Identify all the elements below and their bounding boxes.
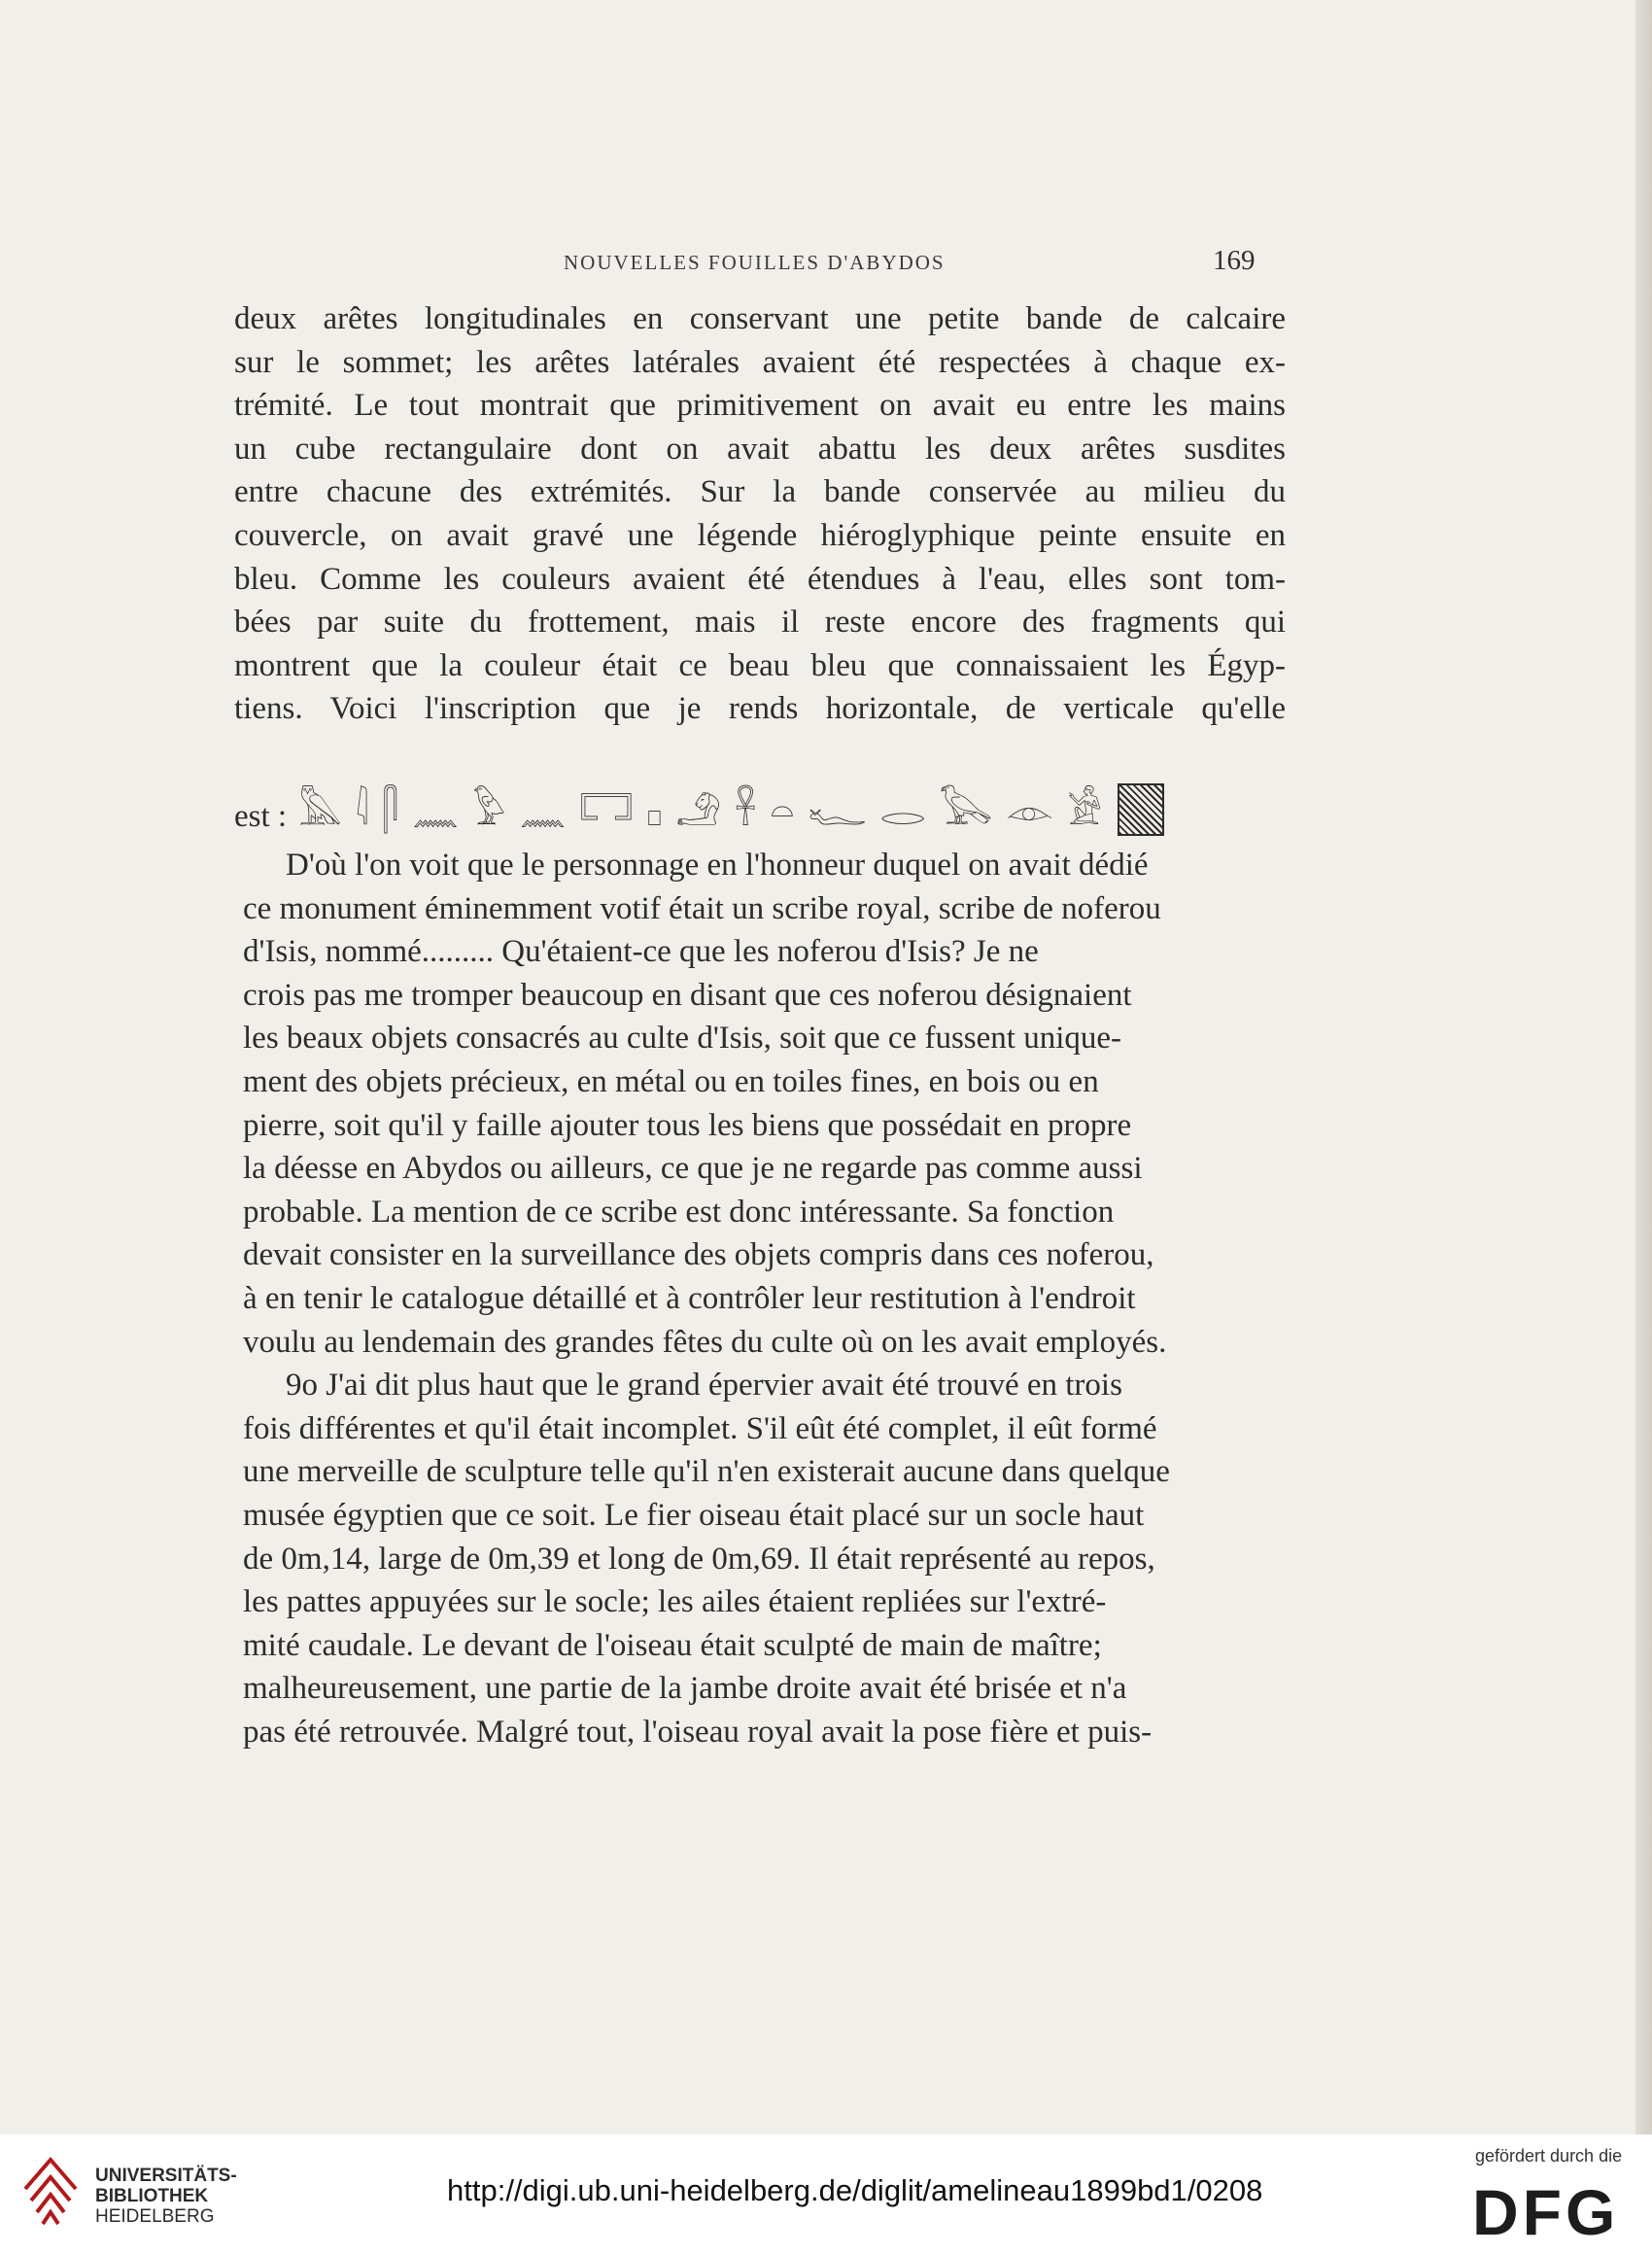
hieroglyph-icon: 𓁹 bbox=[1006, 789, 1054, 834]
body-continued bbox=[243, 844, 1281, 1753]
text-line: tiens. Voici l'inscription que je rends horizontale, de verticale qu'elle bbox=[234, 691, 1286, 727]
library-name-line: HEIDELBERG bbox=[95, 2206, 215, 2227]
text-line: bées par suite du frottement, mais il reste encore des fragments qui bbox=[234, 605, 1286, 641]
permalink-url[interactable]: http://digi.ub.uni-heidelberg.de/diglit/amelineau1899bd1/0208 bbox=[447, 2173, 1263, 2207]
text-line: ment des objets précieux, en métal ou en toiles fines, en bois ou en bbox=[243, 1063, 1099, 1099]
dfg-logo: DFG bbox=[1472, 2176, 1620, 2248]
text-line: trémité. Le tout montrait que primitivement on avait eu entre les mains bbox=[234, 388, 1286, 424]
text-line: deux arêtes longitudinales en conservant une petite bande de calcaire bbox=[234, 301, 1286, 336]
lacuna-hatch-icon bbox=[1118, 783, 1164, 836]
text-line: d'Isis, nommé......... Qu'étaient-ce que les noferou d'Isis? Je ne bbox=[243, 934, 1039, 970]
running-head: NOUVELLES FOUILLES D'ABYDOS bbox=[564, 251, 946, 274]
hieroglyph-icon: 𓉐 bbox=[579, 789, 634, 834]
text-line: la déesse en Abydos ou ailleurs, ce que je ne regarde pas comme aussi bbox=[243, 1151, 1143, 1187]
text-line: malheureusement, une partie de la jambe droite avait été brisée et n'a bbox=[243, 1671, 1127, 1707]
text-line: probable. La mention de ce scribe est donc intéressante. Sa fonction bbox=[243, 1194, 1115, 1230]
hieroglyph-icon: 𓄂 bbox=[675, 789, 721, 834]
hieroglyph-icon: 𓈖 bbox=[412, 789, 460, 834]
text-line: D'où l'on voit que le personnage en l'honneur duquel on avait dédié bbox=[286, 848, 1149, 883]
text-line: mité caudale. Le devant de l'oiseau était sculpté de main de maître; bbox=[243, 1627, 1102, 1663]
hieroglyph-icon: 𓇋 bbox=[355, 789, 369, 834]
library-name bbox=[95, 2166, 237, 2227]
text-line: musée égyptien que ce soit. Le fier oiseau était placé sur un socle haut bbox=[243, 1497, 1145, 1533]
text-line: crois pas me tromper beaucoup en disant que ces noferou désignaient bbox=[243, 977, 1132, 1013]
text-line: un cube rectangulaire dont on avait abattu les deux arêtes susdites bbox=[234, 431, 1286, 467]
hieroglyph-icon: 𓋹 bbox=[734, 789, 757, 834]
text-line: à en tenir le catalogue détaillé et à contrôler leur restitution à l'endroit bbox=[243, 1280, 1136, 1316]
text-line: ce monument éminemment votif était un scribe royal, scribe de noferou bbox=[243, 890, 1161, 926]
inscription-label: est : bbox=[234, 799, 288, 834]
hieroglyph-icon: 𓋴 bbox=[382, 789, 399, 834]
hieroglyph-icon: 𓅓 bbox=[298, 789, 342, 834]
page-edge bbox=[1635, 0, 1652, 2134]
text-line: sur le sommet; les arêtes latérales avaient été respectées à chaque ex- bbox=[234, 344, 1286, 380]
text-line: une merveille de sculpture telle qu'il n'en existerait aucune dans quelque bbox=[243, 1454, 1170, 1490]
text-line: 9o J'ai dit plus haut que le grand épervier avait été trouvé en trois bbox=[286, 1368, 1122, 1404]
hieroglyph-icon: 𓈖 bbox=[519, 789, 567, 834]
hieroglyph-icon: 𓏏 bbox=[770, 789, 795, 834]
paragraph-1 bbox=[234, 297, 1286, 731]
hieroglyph-icon: 𓅂 bbox=[939, 789, 993, 834]
text-line: les pattes appuyées sur le socle; les ailes étaient repliées sur l'extré- bbox=[243, 1584, 1107, 1620]
hieroglyphic-inscription bbox=[234, 768, 1206, 836]
hieroglyph-icon: 𓆑 bbox=[808, 789, 867, 834]
funded-by-label: gefördert durch die bbox=[1475, 2146, 1623, 2166]
text-line: voulu au lendemain des grandes fêtes du culte où on les avait employés. bbox=[243, 1324, 1167, 1360]
text-line: les beaux objets consacrés au culte d'Isis, soit que ce fussent unique- bbox=[243, 1021, 1122, 1057]
text-line: devait consister en la surveillance des objets compris dans ces noferou, bbox=[243, 1237, 1154, 1273]
library-logo-icon bbox=[17, 2150, 86, 2237]
text-line: pierre, soit qu'il y faille ajouter tous les biens que possédait en propre bbox=[243, 1107, 1132, 1143]
text-line: fois différentes et qu'il était incomplet. S'il eût été complet, il eût formé bbox=[243, 1410, 1157, 1446]
text-line: de 0m,14, large de 0m,39 et long de 0m,69. Il était représenté au repos, bbox=[243, 1541, 1155, 1577]
text-line: entre chacune des extrémités. Sur la bande conservée au milieu du bbox=[234, 474, 1286, 510]
page-number: 169 bbox=[1213, 245, 1256, 276]
text-line: montrent que la couleur était ce beau bleu que connaissaient les Égyp- bbox=[234, 647, 1286, 683]
library-name-line: BIBLIOTHEK bbox=[95, 2186, 209, 2206]
hieroglyph-icon: 𓅱 bbox=[472, 789, 506, 834]
hieroglyph-icon: 𓀀 bbox=[1067, 789, 1103, 834]
hieroglyph-icon: 𓊪 bbox=[646, 789, 663, 834]
library-name-line: UNIVERSITÄTS- bbox=[95, 2166, 237, 2186]
text-line: pas été retrouvée. Malgré tout, l'oiseau royal avait la pose fière et puis- bbox=[243, 1714, 1153, 1750]
paragraph-2 bbox=[243, 844, 1281, 1364]
paragraph-3 bbox=[243, 1364, 1281, 1753]
text-line: bleu. Comme les couleurs avaient été étendues à l'eau, elles sont tom- bbox=[234, 561, 1286, 597]
text-line: couvercle, on avait gravé une légende hiéroglyphique peinte ensuite en bbox=[234, 517, 1286, 553]
hieroglyph-icon: 𓂋 bbox=[879, 789, 926, 834]
